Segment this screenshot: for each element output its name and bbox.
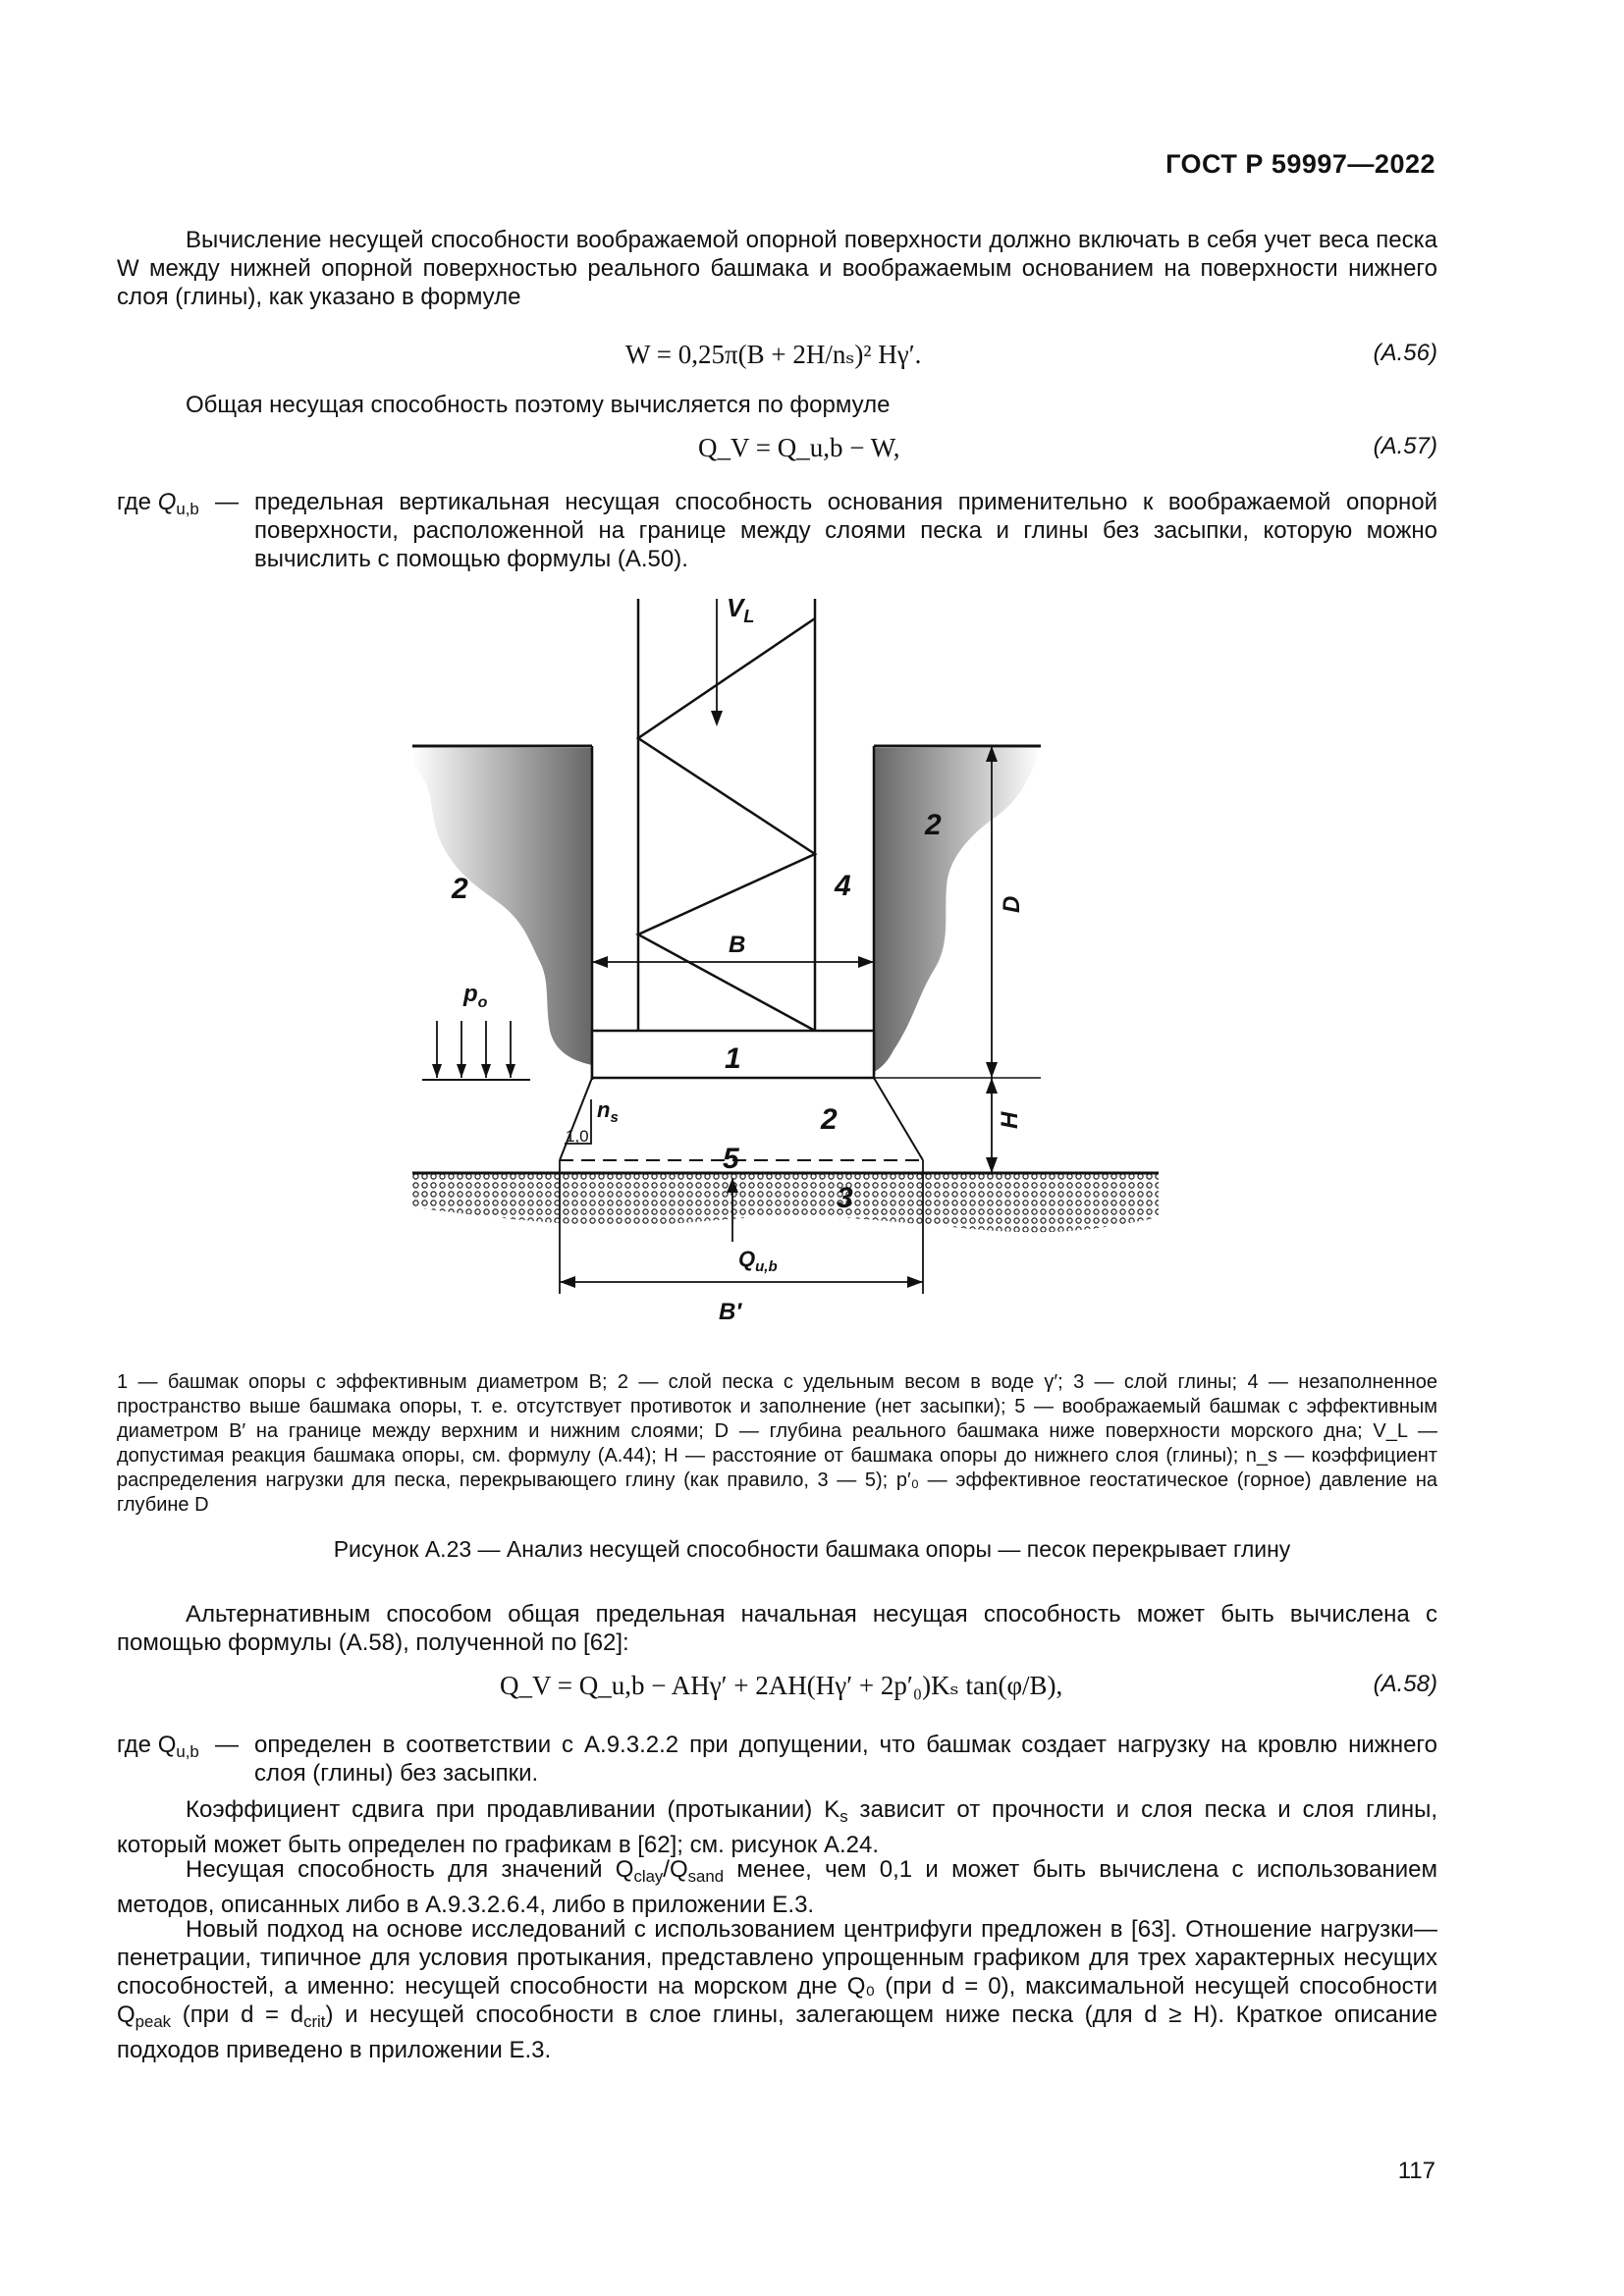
d-arrow-bottom bbox=[986, 1062, 998, 1078]
where-dash: — bbox=[215, 489, 239, 515]
label-number-2-left: 2 bbox=[452, 873, 468, 905]
label-po: $p_o$ bbox=[463, 981, 488, 1011]
p4-rest: зависит от прочности и слоя песка и слоя глины, который может быть определен по графикам в [62]; см. рисунок A.24. bbox=[117, 1796, 1437, 1859]
left-soil-shading bbox=[412, 748, 592, 1065]
formula-a57-number: (A.57) bbox=[1373, 433, 1437, 459]
label-one-point-zero: 1,0 bbox=[566, 1127, 589, 1146]
p5-rest: менее, чем 0,1 и может быть вычислена с использованием методов, описанных либо в А.9.3.2.6.4, либо в приложении Е.3. bbox=[117, 1856, 1437, 1919]
p6-sub-crit: crit bbox=[303, 2012, 326, 2032]
label-number-2-right: 2 bbox=[925, 809, 942, 841]
paragraph-centrifuge-approach bbox=[117, 1915, 1437, 2064]
formula-a56-expression: W = 0,25π(B + 2H/nₛ)² Hγ′. bbox=[625, 340, 922, 369]
p4-sub: s bbox=[839, 1807, 848, 1827]
p6-sub-peak: peak bbox=[135, 2012, 172, 2032]
figure-legend: 1 — башмак опоры с эффективным диаметром B; 2 — слой песка с удельным весом в воде γ′; 3 — слой глины; 4 — незаполненное пространство выше башмака опоры, т. е. отсутствует противоток и заполнение (нет засыпки); 5 — воображаемый башмак с эффективным диаметром B′ на границе между верхним и нижним слоями; D — глубина реального башмака ниже поверхности морского дна; V_L — допустимая реакция башмака опоры, см. формулу (A.44); H — расстояние от башмака опоры до нижнего слоя (глины); n_s — коэффициент распределения нагрузки для песка, перекрывающего глину (как правило, 3 — 5); p′₀ — эффективное геостатическое (горное) давление на глубине D bbox=[117, 1371, 1437, 1516]
h-arrow-bottom bbox=[986, 1157, 998, 1173]
formula-a58-expression: Q_V = Q_u,b − AHγ′ + 2AH(Hγ′ + 2p′₀)Kₛ tan(φ/B), bbox=[500, 1671, 1063, 1700]
label-number-2-bottom: 2 bbox=[821, 1103, 838, 1136]
p5-sub-sand: sand bbox=[687, 1867, 725, 1887]
paragraph-punching-coefficient bbox=[117, 1795, 1437, 1859]
formula-a56 bbox=[117, 340, 1437, 371]
clay-layer bbox=[412, 1174, 1159, 1232]
po-arrow-1-head bbox=[432, 1064, 442, 1078]
label-h: H bbox=[997, 1111, 1023, 1129]
where-symbol-sub: u,b bbox=[176, 500, 199, 519]
formula-a58-number: (A.58) bbox=[1373, 1671, 1437, 1697]
where-definition-text-2: определен в соответствии с А.9.3.2.2 при допущении, что башмак создает нагрузку на кровлю нижнего слоя (глины) без засыпки. bbox=[254, 1732, 1437, 1787]
where-symbol: Q bbox=[157, 489, 177, 515]
paragraph-total-capacity: Общая несущая способность поэтому вычисляется по формуле bbox=[186, 392, 891, 418]
p6-start: Новый подход на основе исследований с использованием центрифуги предложен в [63]. Отношение нагрузки—пенетрации, типичное для условия протыкания, представлено упрощенным графиком для трех характерных несущих способностей, а именно: несущей способности на морском дне Q₀ (при d = 0), максимальной несущей способности Q bbox=[117, 1916, 1437, 2028]
label-d: D bbox=[999, 895, 1025, 913]
bprime-arrow-left bbox=[560, 1276, 575, 1288]
formula-a57-expression: Q_V = Q_u,b − W, bbox=[698, 433, 900, 462]
po-arrow-3-head bbox=[481, 1064, 491, 1078]
p6-end: ) и несущей способности в слое глины, залегающем ниже песка (для d ≥ H). Краткое описание подходов приведено в приложении Е.3. bbox=[117, 2002, 1438, 2064]
b-arrow-left bbox=[592, 956, 608, 968]
where-lead bbox=[117, 488, 199, 523]
p4-start: Коэффициент сдвига при продавливании (протыкании) K bbox=[186, 1796, 840, 1823]
load-spread-right bbox=[874, 1078, 923, 1160]
paragraph-capacity-ratio bbox=[117, 1855, 1437, 1919]
label-number-1: 1 bbox=[725, 1042, 741, 1075]
where-lead-2 bbox=[117, 1731, 199, 1766]
po-arrow-4-head bbox=[506, 1064, 515, 1078]
formula-a57 bbox=[117, 433, 1437, 464]
b-arrow-right bbox=[858, 956, 874, 968]
label-number-5: 5 bbox=[723, 1143, 739, 1175]
figure-caption: Рисунок A.23 — Анализ несущей способности башмака опоры — песок перекрывает глину bbox=[333, 1536, 1291, 1562]
paragraph-sand-weight: Вычисление несущей способности воображаемой опорной поверхности должно включать в себя учет веса песка W между нижней опорной поверхностью реального башмака и воображаемым основанием на поверхности нижнего слоя (глины), как указано в формуле bbox=[117, 227, 1437, 310]
where-dash-2: — bbox=[215, 1732, 239, 1758]
label-number-3: 3 bbox=[837, 1182, 853, 1214]
where-symbol-sub-2: u,b bbox=[176, 1742, 199, 1762]
label-number-4: 4 bbox=[835, 870, 851, 902]
formula-a58 bbox=[117, 1671, 1437, 1702]
where-definition-qub-2 bbox=[117, 1731, 1437, 1789]
p5-sub-clay: clay bbox=[633, 1867, 664, 1887]
label-bprime: B′ bbox=[719, 1299, 742, 1325]
p5-start: Несущая способность для значений Q bbox=[186, 1856, 634, 1883]
bprime-arrow-right bbox=[907, 1276, 923, 1288]
label-qub: $Q_{u,b}$ bbox=[738, 1247, 778, 1275]
figure-a23-diagram bbox=[403, 589, 1168, 1355]
where-definition-qub bbox=[117, 488, 1437, 576]
where-word-2: где Q bbox=[117, 1732, 177, 1758]
label-ns: $n_s$ bbox=[597, 1097, 619, 1126]
h-arrow-top bbox=[986, 1078, 998, 1094]
document-standard-header: ГОСТ Р 59997—2022 bbox=[1165, 149, 1435, 179]
formula-a56-number: (A.56) bbox=[1373, 340, 1437, 366]
po-arrow-2-head bbox=[457, 1064, 466, 1078]
page-number: 117 bbox=[1397, 2158, 1435, 2184]
paragraph-alternative-method: Альтернативным способом общая предельная начальная несущая способность может быть вычислена с помощью формулы (A.58), полученной по [62]: bbox=[117, 1601, 1437, 1656]
load-spread-left bbox=[560, 1078, 592, 1160]
where-definition-text: предельная вертикальная несущая способность основания применительно к воображаемой опорной поверхности, расположенной на границе между слоями песка и глины без засыпки, которую можно вычислить с помощью формулы (A.50). bbox=[254, 489, 1437, 572]
p6-mid: (при d = d bbox=[171, 2002, 304, 2028]
p5-mid: /Q bbox=[663, 1856, 688, 1883]
label-b: B bbox=[729, 932, 746, 958]
leg-bracing bbox=[638, 618, 815, 1031]
vl-arrow-head bbox=[711, 711, 723, 726]
label-vl: $V_L$ bbox=[727, 593, 755, 626]
where-word: где bbox=[117, 489, 152, 515]
